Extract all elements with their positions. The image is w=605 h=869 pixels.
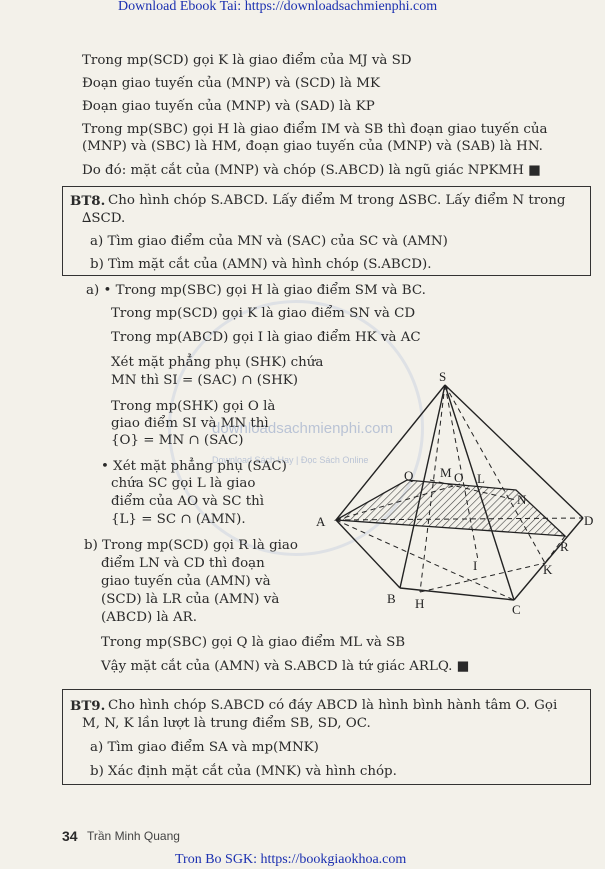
sol8-line-5: MN thì SI = (SAC) ∩ (SHK) bbox=[111, 373, 298, 388]
label-a: A bbox=[316, 514, 326, 529]
sol8-line-13: b) Trong mp(SCD) gọi R là giao bbox=[84, 538, 298, 553]
sol8-line-19: Vậy mặt cắt của (AMN) và S.ABCD là tứ giác ARLQ. ■ bbox=[101, 659, 470, 674]
sol8-line-15: giao tuyến của (AMN) và bbox=[101, 574, 271, 589]
sol8-line-18: Trong mp(SBC) gọi Q là giao điểm ML và SB bbox=[101, 635, 406, 650]
bt9-line-2: M, N, K lần lượt là trung điểm SB, SD, OC. bbox=[82, 716, 371, 731]
sol8-line-6: Trong mp(SHK) gọi O là bbox=[111, 399, 276, 414]
intro-line-4: Trong mp(SBC) gọi H là giao điểm IM và SB thì đoạn giao tuyến của bbox=[82, 122, 548, 137]
sol8-line-7: giao điểm SI và MN thì bbox=[111, 416, 269, 431]
intro-line-1: Trong mp(SCD) gọi K là giao điểm của MJ và SD bbox=[82, 53, 412, 68]
bt8-question-a: a) Tìm giao điểm của MN và (SAC) của SC và (AMN) bbox=[90, 234, 448, 249]
sol8-line-4: Xét mặt phẳng phụ (SHK) chứa bbox=[111, 355, 324, 370]
label-i: I bbox=[473, 558, 478, 573]
label-r: R bbox=[560, 539, 569, 554]
sol8-line-1: a) • Trong mp(SBC) gọi H là giao điểm SM và BC. bbox=[86, 283, 426, 298]
label-m: M bbox=[440, 465, 452, 480]
sol8-line-17: (ABCD) là AR. bbox=[101, 610, 197, 625]
watermark-tagline: Download Sách Hay | Đọc Sách Online bbox=[212, 455, 369, 465]
sol8-line-10: chứa SC gọi L là giao bbox=[111, 476, 256, 491]
sol8-line-11: điểm của AO và SC thì bbox=[111, 494, 265, 509]
label-k: K bbox=[543, 562, 553, 577]
author-name: Trần Minh Quang bbox=[87, 829, 180, 843]
sol8-line-12: {L} = SC ∩ (AMN). bbox=[111, 512, 246, 527]
label-o: O bbox=[454, 470, 464, 485]
watermark-site: downloadsachmienphi.com bbox=[212, 420, 393, 437]
page-number: 34 bbox=[62, 828, 78, 844]
label-q: Q bbox=[404, 468, 414, 483]
bt8-question-b: b) Tìm mặt cắt của (AMN) và hình chóp (S.ABCD). bbox=[90, 257, 432, 272]
header-download-link[interactable]: Download Ebook Tai: https://downloadsachmienphi.com bbox=[118, 0, 438, 14]
section-arlq bbox=[336, 480, 565, 536]
bt8-line-2: ∆SCD. bbox=[82, 211, 126, 226]
intro-line-2: Đoạn giao tuyến của (MNP) và (SCD) là MK bbox=[82, 76, 380, 91]
bt9-question-b: b) Xác định mặt cắt của (MNK) và hình chóp. bbox=[90, 764, 397, 779]
sol8-line-14: điểm LN và CD thì đoạn bbox=[101, 556, 265, 571]
label-s: S bbox=[439, 369, 447, 384]
bt8-line-1: Cho hình chóp S.ABCD. Lấy điểm M trong ∆SBC. Lấy điểm N trong bbox=[108, 193, 566, 208]
sol8-line-2: Trong mp(SCD) gọi K là giao điểm SN và CD bbox=[111, 306, 416, 321]
label-d: D bbox=[584, 513, 594, 528]
label-l: L bbox=[477, 471, 485, 486]
footer-sgk-link[interactable]: Tron Bo SGK: https://bookgiaokhoa.com bbox=[175, 852, 407, 867]
line-hk bbox=[420, 563, 545, 592]
sol8-line-3: Trong mp(ABCD) gọi I là giao điểm HK và AC bbox=[111, 330, 421, 345]
sol8-line-16: (SCD) là LR của (AMN) và bbox=[101, 592, 280, 607]
sol8-line-9: • Xét mặt phẳng phụ (SAC) bbox=[101, 459, 287, 474]
edge-ab bbox=[336, 520, 400, 588]
label-b: B bbox=[387, 591, 396, 606]
bt9-question-a: a) Tìm giao điểm SA và mp(MNK) bbox=[90, 740, 319, 755]
intro-line-3: Đoạn giao tuyến của (MNP) và (SAD) là KP bbox=[82, 99, 375, 114]
label-n: N bbox=[517, 492, 527, 507]
bt8-label: BT8. bbox=[70, 193, 106, 209]
label-h: H bbox=[415, 596, 425, 611]
label-c: C bbox=[512, 602, 521, 617]
bt9-line-1: Cho hình chóp S.ABCD có đáy ABCD là hình bình hành tâm O. Gọi bbox=[108, 698, 558, 713]
diag-ac bbox=[336, 520, 514, 600]
intro-line-6: Do đó: mặt cắt của (MNP) và chóp (S.ABCD) là ngũ giác NPKMH ■ bbox=[82, 163, 541, 178]
bt9-label: BT9. bbox=[70, 698, 106, 714]
sol8-line-8: {O} = MN ∩ (SAC) bbox=[111, 433, 244, 448]
intro-line-5: (MNP) và (SBC) là HM, đoạn giao tuyến của (MNP) và (SAB) là HN. bbox=[82, 139, 543, 154]
